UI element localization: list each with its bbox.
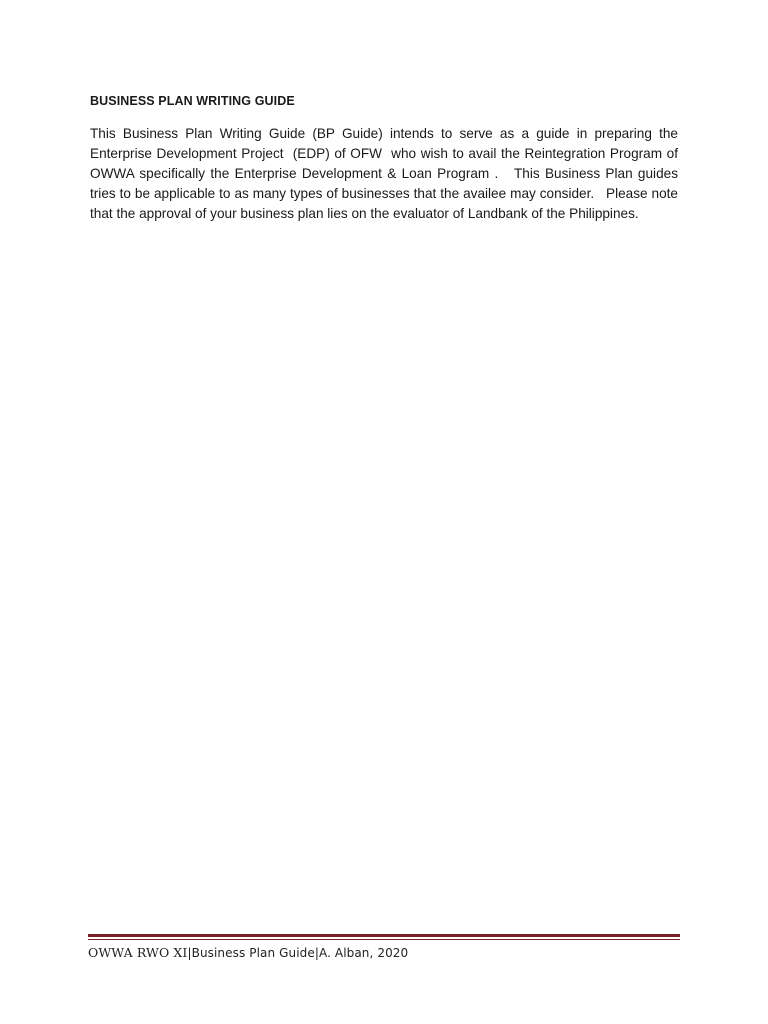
footer-divider-thick	[88, 934, 680, 937]
document-title: BUSINESS PLAN WRITING GUIDE	[90, 94, 295, 108]
footer-details: |Business Plan Guide|A. Alban, 2020	[187, 946, 409, 960]
document-content	[90, 92, 682, 224]
footer-divider	[88, 934, 680, 941]
page-footer	[88, 934, 680, 960]
footer-text	[88, 945, 680, 960]
document-paragraph: This Business Plan Writing Guide (BP Guide) intends to serve as a guide in preparing the Enterprise Development Project (EDP) of OFW who wish to avail the Reintegration Program of OWWA specifically the Enterprise Development & Loan Program . This Business Plan guides tries to be applicable to as many types of businesses that the availee may consider. Please note that the approval of your business plan lies on the evaluator of Landbank of the Philippines.	[90, 126, 682, 221]
footer-org: OWWA RWO XI	[88, 945, 188, 960]
footer-divider-thin	[88, 939, 680, 940]
